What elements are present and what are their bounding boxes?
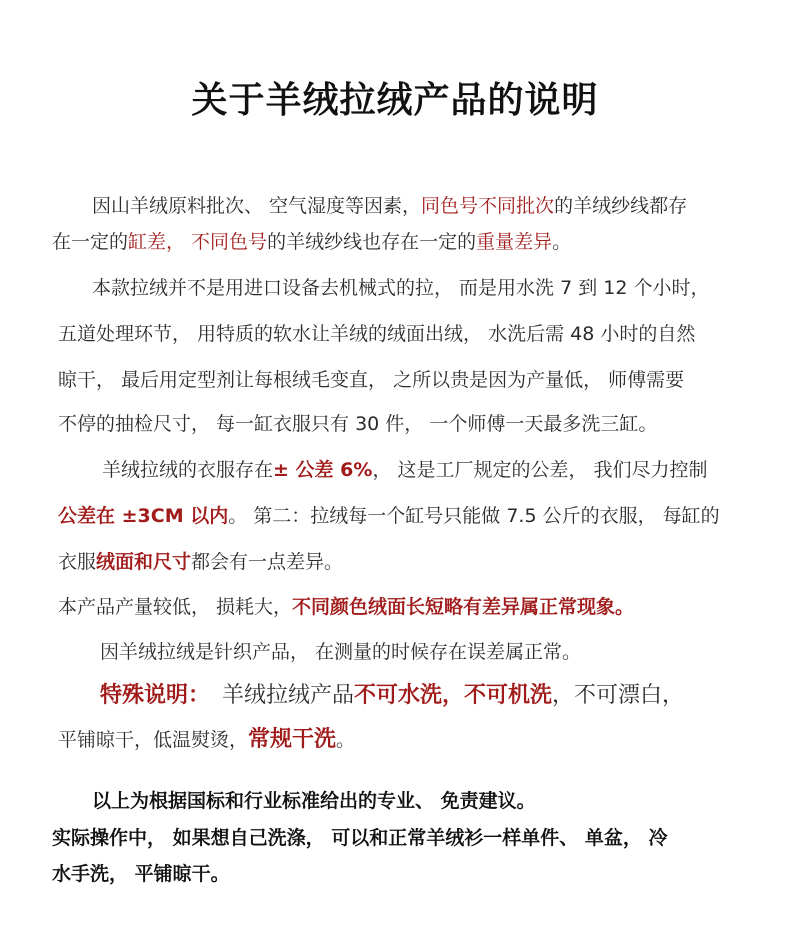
text-segment: 。 (552, 231, 572, 253)
special-note-label: 特殊说明： (100, 683, 211, 708)
page-title: 关于羊绒拉绒产品的说明 (191, 80, 599, 121)
paragraph-2-line-2: 五道处理环节， 用特质的软水让羊绒的绒面出绒， 水洗后需 48 小时的自然 (58, 323, 696, 345)
paragraph-3-line-2 (58, 502, 720, 530)
text-segment: 因山羊绒原料批次、 空气湿度等因素， (92, 195, 422, 217)
text-segment: ，不可漂白， (552, 683, 685, 708)
paragraph-2-line-1: 本款拉绒并不是用进口设备去机械式的拉， 而是用水洗 7 到 12 个小时， (92, 277, 710, 299)
paragraph-5-line-1: 因羊绒拉绒是针织产品， 在测量的时候存在误差属正常。 (100, 641, 582, 663)
paragraph-2-line-3: 晾干， 最后用定型剂让每根绒毛变直， 之所以贵是因为产量低， 师傅需要 (58, 369, 685, 391)
highlight-vat-difference: 缸差， 不同色号 (128, 231, 268, 253)
highlight-same-color-diff-batch: 同色号不同批次 (421, 195, 555, 217)
text-segment: 。 第二：拉绒每一个缸号只能做 7.5 公斤的衣服， 每缸的 (228, 505, 720, 527)
highlight-weight-difference: 重量差异 (476, 231, 553, 253)
paragraph-7-line-3: 水手洗， 平铺晾干。 (52, 863, 230, 885)
highlight-tolerance-3cm: 公差在 ±3CM 以内 (58, 505, 229, 527)
text-segment: 都会有一点差异。 (191, 551, 344, 573)
text-segment: 的羊绒纱线都存 (554, 195, 688, 217)
text-segment: 衣服 (58, 551, 97, 573)
paragraph-3-line-3 (58, 548, 343, 576)
highlight-nap-and-size: 绒面和尺寸 (96, 551, 192, 573)
highlight-no-water-wash: 不可水洗，不可机洗 (354, 683, 553, 708)
paragraph-7-line-1: 以上为根据国标和行业标准给出的专业、 免责建议。 (92, 790, 536, 812)
text-segment: 在一定的 (52, 231, 129, 253)
special-note-line-2 (58, 724, 355, 756)
paragraph-4-line-1 (58, 593, 634, 621)
highlight-tolerance: ± 公差 6% (273, 459, 373, 481)
special-note-line-1 (100, 680, 684, 712)
paragraph-7-line-2: 实际操作中， 如果想自己洗涤， 可以和正常羊绒衫一样单件、 单盆， 冷 (52, 827, 668, 849)
paragraph-1-line-2 (52, 228, 571, 256)
highlight-normal-phenomenon: 不同颜色绒面长短略有差异属正常现象。 (292, 596, 635, 618)
text-segment: 羊绒拉绒的衣服存在 (102, 459, 274, 481)
paragraph-2-line-4: 不停的抽检尺寸， 每一缸衣服只有 30 件， 一个师傅一天最多洗三缸。 (58, 413, 658, 435)
paragraph-1-line-1 (92, 192, 687, 220)
text-segment: 平铺晾干，低温熨烫， (58, 729, 249, 751)
text-segment: 。 (336, 729, 356, 751)
text-segment: 本产品产量较低， 损耗大， (58, 596, 293, 618)
text-segment: ， 这是工厂规定的公差， 我们尽力控制 (372, 459, 708, 481)
highlight-dry-clean: 常规干洗 (248, 727, 337, 752)
text-segment: 的羊绒纱线也存在一定的 (267, 231, 477, 253)
text-segment: 羊绒拉绒产品 (222, 683, 355, 708)
paragraph-3-line-1 (102, 456, 708, 484)
